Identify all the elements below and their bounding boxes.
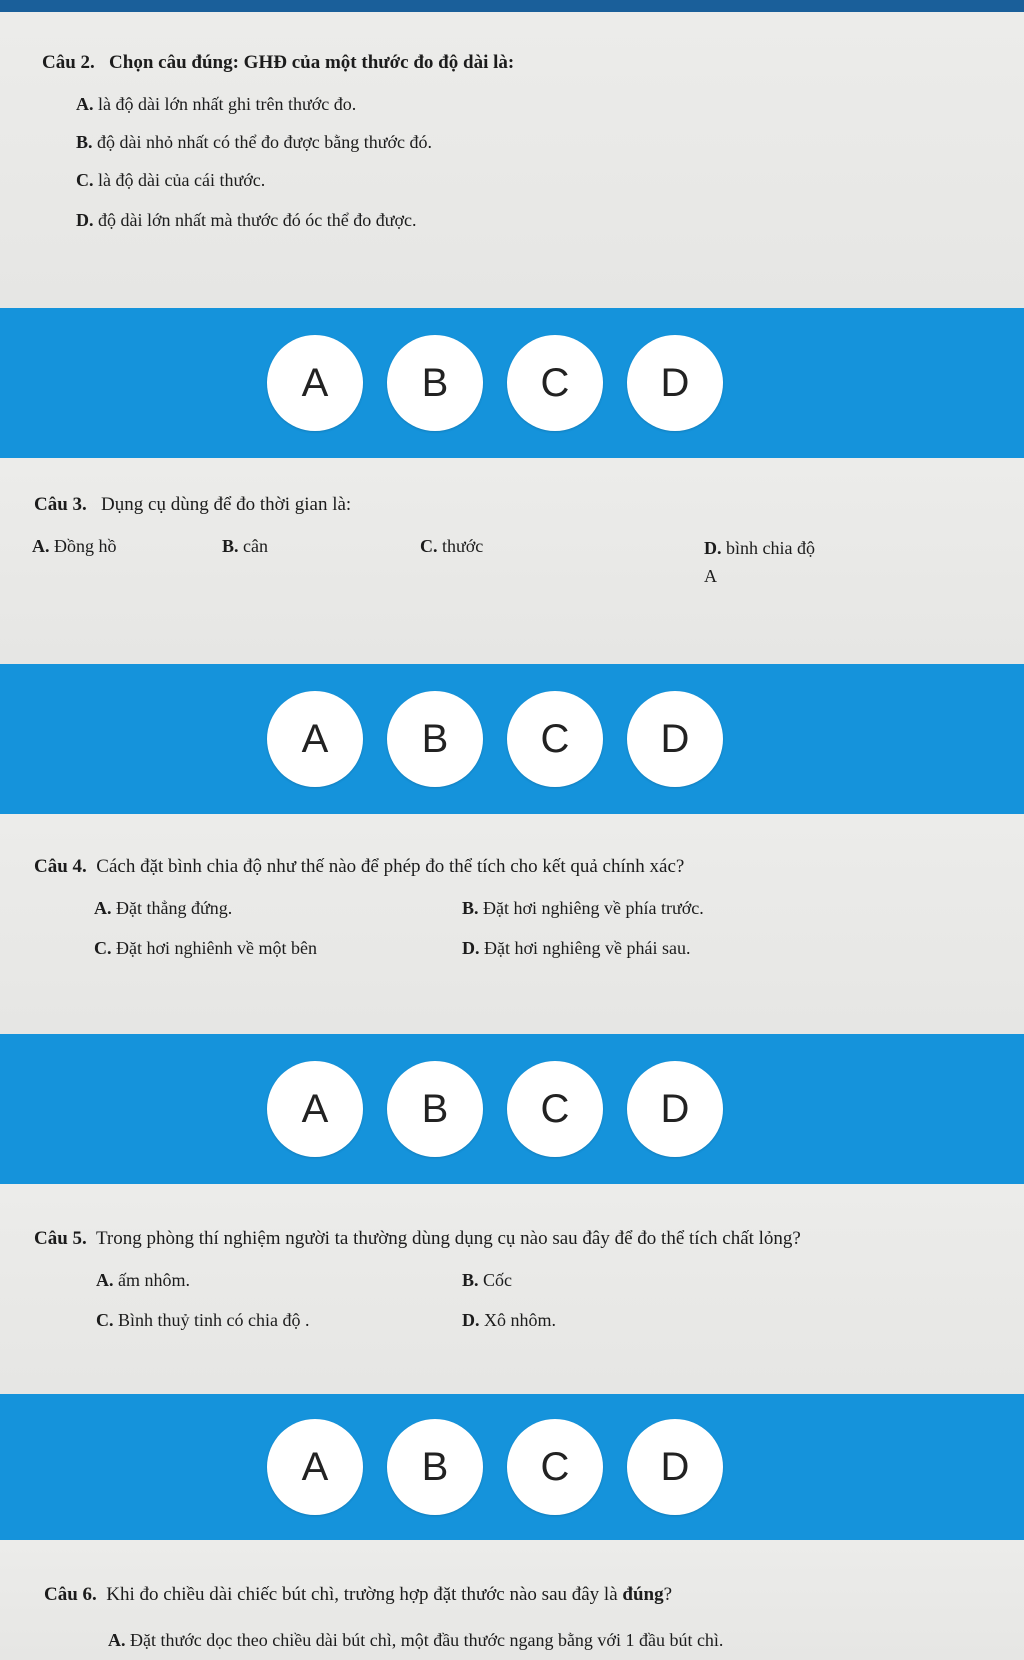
option-b: B. Đặt hơi nghiêng về phía trước. bbox=[462, 898, 704, 918]
answer-button-a[interactable]: A bbox=[267, 335, 363, 431]
option-c: C. là độ dài của cái thước. bbox=[76, 170, 266, 190]
answer-bar-q5 bbox=[0, 1394, 1024, 1540]
option-d: D. bình chia độ bbox=[704, 538, 815, 558]
question-number: Câu 6. bbox=[44, 1584, 97, 1605]
question-number: Câu 5. bbox=[34, 1228, 87, 1249]
answer-button-d[interactable]: D bbox=[627, 1061, 723, 1157]
question-text: Dụng cụ dùng để đo thời gian là: bbox=[101, 494, 352, 515]
question-text: Khi đo chiều dài chiếc bút chì, trường hợp đặt thước nào sau đây là bbox=[106, 1584, 618, 1605]
question-3-title bbox=[34, 494, 351, 516]
answer-button-c[interactable]: C bbox=[507, 1419, 603, 1515]
answer-button-b[interactable]: B bbox=[387, 1061, 483, 1157]
question-number: Câu 3. bbox=[34, 494, 87, 515]
question-number: Câu 2. bbox=[42, 52, 95, 73]
answer-button-c[interactable]: C bbox=[507, 1061, 603, 1157]
answer-button-b[interactable]: B bbox=[387, 335, 483, 431]
question-2-panel bbox=[0, 12, 1024, 308]
question-6-panel bbox=[0, 1540, 1024, 1660]
option-b: B. Cốc bbox=[462, 1270, 513, 1290]
answer-button-a[interactable]: A bbox=[267, 691, 363, 787]
option-a: A. Đặt thẳng đứng. bbox=[94, 898, 233, 918]
option-a: A. Đặt thước dọc theo chiều dài bút chì, một đầu thước ngang bằng với 1 đầu bút chì. bbox=[108, 1630, 724, 1650]
question-text: Trong phòng thí nghiệm người ta thường dùng dụng cụ nào sau đây để đo thể tích chất lỏng? bbox=[95, 1228, 801, 1249]
answer-button-b[interactable]: B bbox=[387, 691, 483, 787]
answer-bar-q3 bbox=[0, 664, 1024, 814]
option-b: B. độ dài nhỏ nhất có thể đo được bằng thước đó. bbox=[76, 132, 432, 152]
answer-bar-q4 bbox=[0, 1034, 1024, 1184]
question-emphasis: đúng bbox=[622, 1584, 664, 1605]
option-d: D. độ dài lớn nhất mà thước đó óc thể đo được. bbox=[76, 210, 417, 230]
top-bar bbox=[0, 0, 1024, 12]
question-text: Cách đặt bình chia độ như thế nào để phép đo thể tích cho kết quả chính xác? bbox=[96, 856, 685, 877]
answer-button-c[interactable]: C bbox=[507, 691, 603, 787]
question-5-title bbox=[34, 1228, 801, 1250]
option-a: A. là độ dài lớn nhất ghi trên thước đo. bbox=[76, 94, 357, 114]
question-4-title bbox=[34, 856, 684, 878]
option-d: D. Đặt hơi nghiêng về phái sau. bbox=[462, 938, 691, 958]
answer-button-c[interactable]: C bbox=[507, 335, 603, 431]
option-d: D. Xô nhôm. bbox=[462, 1310, 556, 1330]
option-c: C. thước bbox=[420, 536, 484, 556]
answer-button-a[interactable]: A bbox=[267, 1419, 363, 1515]
answer-button-d[interactable]: D bbox=[627, 1419, 723, 1515]
answer-button-d[interactable]: D bbox=[627, 335, 723, 431]
answer-bar-q2 bbox=[0, 308, 1024, 458]
option-c: C. Bình thuỷ tinh có chia độ . bbox=[96, 1310, 310, 1330]
answer-button-a[interactable]: A bbox=[267, 1061, 363, 1157]
answer-button-d[interactable]: D bbox=[627, 691, 723, 787]
question-3-panel bbox=[0, 458, 1024, 664]
question-5-panel bbox=[0, 1184, 1024, 1394]
option-a: A. Đồng hồ bbox=[32, 536, 117, 556]
answer-button-b[interactable]: B bbox=[387, 1419, 483, 1515]
option-b: B. cân bbox=[222, 536, 268, 556]
question-6-title: Câu 6. Khi đo chiều dài chiếc bút chì, trường hợp đặt thước nào sau đây là đúng? bbox=[44, 1584, 673, 1605]
question-number: Câu 4. bbox=[34, 856, 87, 877]
answer-note: A bbox=[704, 566, 717, 586]
question-2-title bbox=[42, 52, 514, 74]
question-4-panel bbox=[0, 814, 1024, 1034]
option-a: A. ấm nhôm. bbox=[96, 1270, 190, 1290]
option-c: C. Đặt hơi nghiênh về một bên bbox=[94, 938, 317, 958]
question-text: Chọn câu đúng: GHĐ của một thước đo độ dài là: bbox=[109, 52, 515, 73]
